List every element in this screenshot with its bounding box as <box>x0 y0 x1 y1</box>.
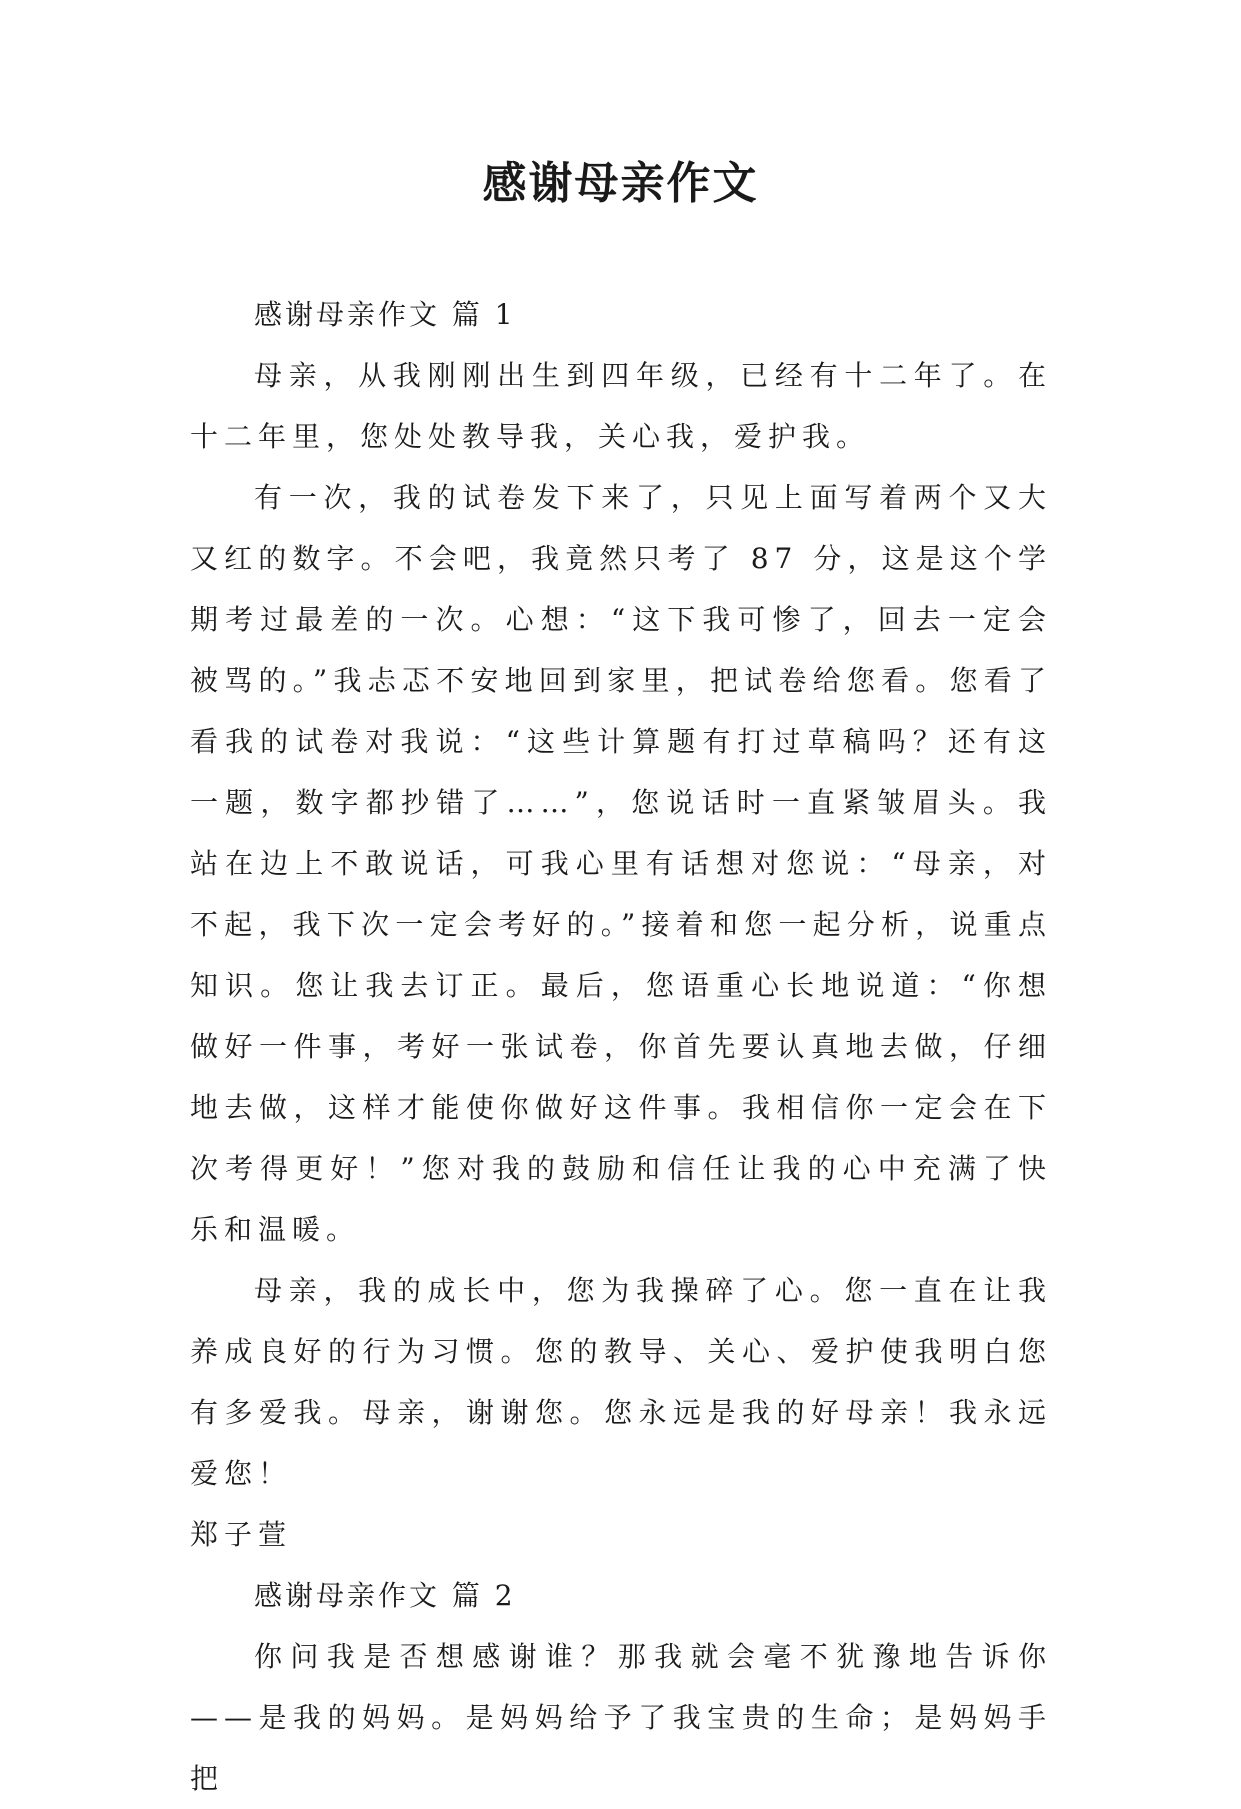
document-title: 感谢母亲作文 <box>482 158 759 209</box>
section-heading-2: 感谢母亲作文 篇 2 <box>254 1579 516 1612</box>
paragraph-1-1: 母亲，从我刚刚出生到四年级，已经有十二年了。在十二年里，您处处教导我，关心我，爱护我。 <box>190 359 1052 453</box>
paragraph-1-2: 有一次，我的试卷发下来了，只见上面写着两个又大又红的数字。不会吧，我竟然只考了 87 分，这是这个学期考过最差的一次。心想：“这下我可惨了，回去一定会被骂的。”我忐忑不安地回到家里，把试卷给您看。您看了看我的试卷对我说：“这些计算题有打过草稿吗？还有这一题，数字都抄错了……”，您说话时一直紧皱眉头。我站在边上不敢说话，可我心里有话想对您说：“母亲，对不起，我下次一定会考好的。”接着和您一起分析，说重点知识。您让我去订正。最后，您语重心长地说道：“你想做好一件事，考好一张试卷，你首先要认真地去做，仔细地去做，这样才能使你做好这件事。我相信你一定会在下次考得更好！”您对我的鼓励和信任让我的心中充满了快乐和温暖。 <box>190 481 1052 1246</box>
paragraph-1-3: 母亲，我的成长中，您为我操碎了心。您一直在让我养成良好的行为习惯。您的教导、关心、爱护使我明白您有多爱我。母亲，谢谢您。您永远是我的好母亲！我永远爱您！ <box>190 1274 1052 1490</box>
section-heading-1: 感谢母亲作文 篇 1 <box>254 298 516 331</box>
paragraph-2-1: 你问我是否想感谢谁？那我就会毫不犹豫地告诉你——是我的妈妈。是妈妈给予了我宝贵的生命；是妈妈手把 <box>190 1640 1052 1795</box>
document-body <box>190 284 1052 1809</box>
author-name: 郑子萱 <box>190 1518 293 1551</box>
